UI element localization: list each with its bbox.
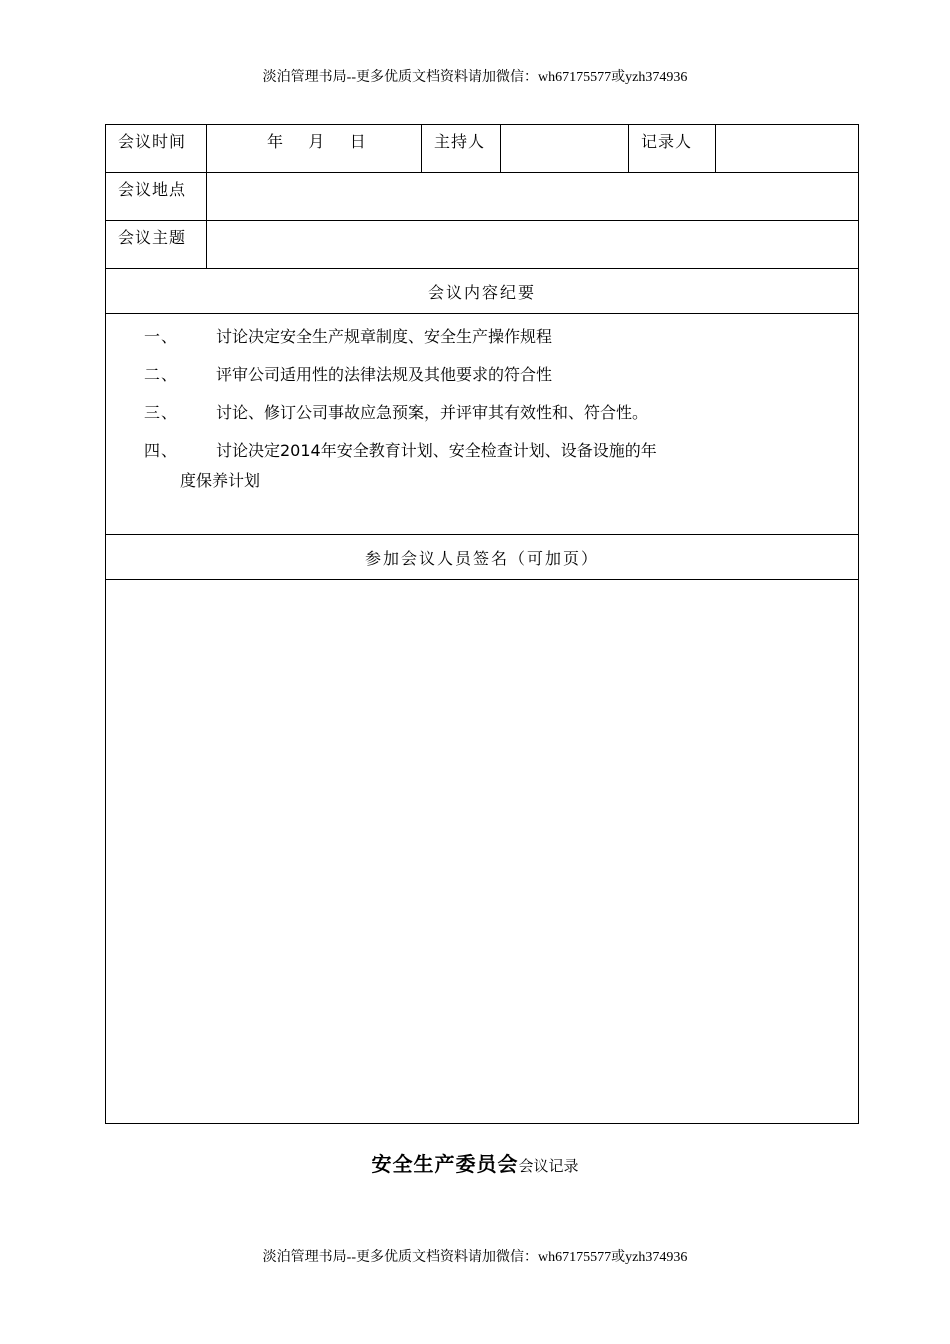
document-title-suffix: 会议记录 xyxy=(518,1157,579,1175)
list-item xyxy=(144,322,850,352)
item-text: 讨论决定2014年安全教育计划、安全检查计划、设备设施的年 xyxy=(216,441,657,460)
host-field[interactable] xyxy=(501,125,629,173)
summary-content[interactable] xyxy=(106,314,859,535)
item-number: 四、 xyxy=(144,441,179,460)
location-field[interactable] xyxy=(207,173,859,221)
item-text: 讨论、修订公司事故应急预案，并评审其有效性和、符合性。 xyxy=(216,403,649,422)
topic-field[interactable] xyxy=(207,221,859,269)
recorder-label: 记录人 xyxy=(629,125,716,173)
meeting-record-form xyxy=(105,124,859,1124)
host-label: 主持人 xyxy=(422,125,501,173)
document-title xyxy=(0,1148,950,1177)
signature-area[interactable] xyxy=(106,580,859,1124)
recorder-field[interactable] xyxy=(716,125,859,173)
item-number: 二、 xyxy=(144,365,179,384)
item-text-continuation: 度保养计划 xyxy=(180,471,261,490)
topic-label: 会议主题 xyxy=(106,221,207,269)
summary-heading: 会议内容纪要 xyxy=(106,269,859,314)
item-number: 一、 xyxy=(144,327,179,346)
item-number: 三、 xyxy=(144,403,179,422)
meeting-time-label: 会议时间 xyxy=(106,125,207,173)
list-item xyxy=(144,436,850,496)
list-item xyxy=(144,398,850,428)
location-label: 会议地点 xyxy=(106,173,207,221)
item-text: 评审公司适用性的法律法规及其他要求的符合性 xyxy=(216,365,553,384)
document-title-main: 安全生产委员会 xyxy=(371,1152,519,1176)
page-header: 淡泊管理书局--更多优质文档资料请加微信：wh67175577或yzh374936 xyxy=(262,70,688,85)
page-footer: 淡泊管理书局--更多优质文档资料请加微信：wh67175577或yzh374936 xyxy=(262,1250,688,1265)
signature-heading: 参加会议人员签名（可加页） xyxy=(106,535,859,580)
list-item xyxy=(144,360,850,390)
meeting-time-field[interactable]: 年 月 日 xyxy=(207,125,422,173)
item-text: 讨论决定安全生产规章制度、安全生产操作规程 xyxy=(216,327,553,346)
